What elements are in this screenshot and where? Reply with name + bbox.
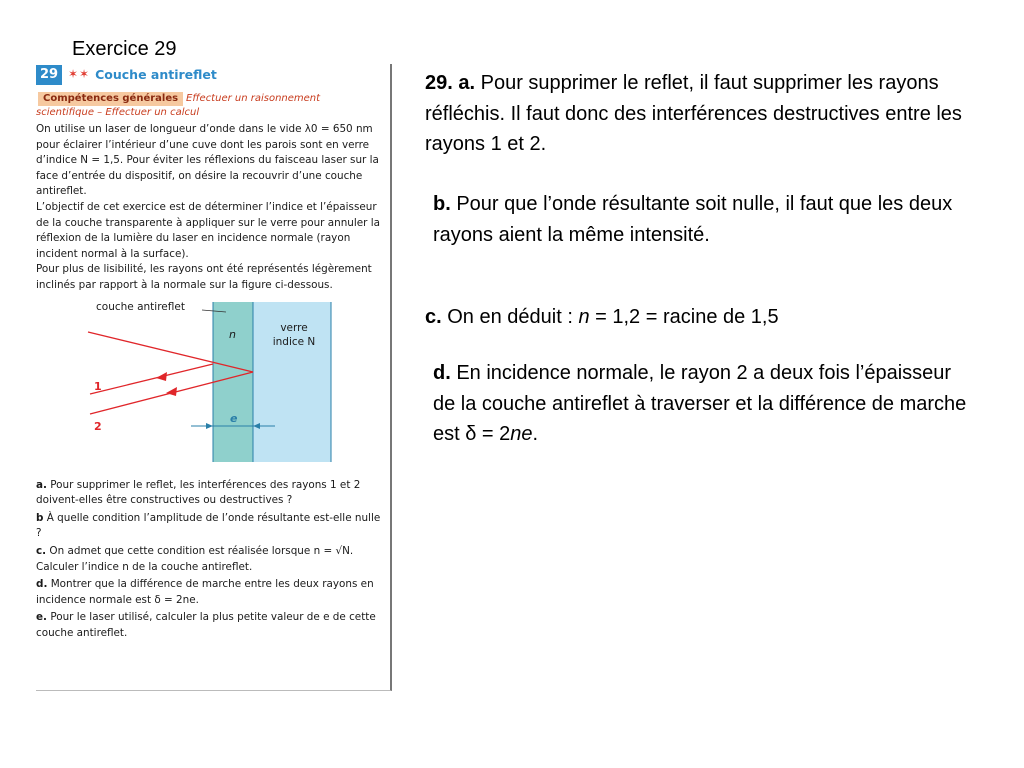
exercise-intro	[36, 122, 390, 294]
question-text: Montrer que la différence de marche entre les deux rayons en incidence normale est δ = 2ne.	[36, 578, 374, 606]
difficulty-stars: ✶✶	[68, 67, 91, 82]
question-text: Pour supprimer le reflet, les interférences des rayons 1 et 2 doivent-elles être constructives ou destructives ?	[36, 478, 361, 507]
question-a	[36, 478, 384, 509]
question-e	[36, 610, 384, 641]
coating-layer	[213, 302, 253, 462]
question-d	[36, 577, 384, 608]
ray-1-arrowhead	[156, 372, 167, 381]
answer-label: d.	[433, 362, 451, 384]
answer-label: c.	[425, 306, 442, 328]
exercise-title: Couche antireflet	[95, 67, 217, 83]
answer-prefix: En incidence normale, le rayon 2 a deux fois l’épaisseur de la couche antireflet à traverser et la différence de marche est δ = 2	[433, 362, 967, 445]
question-b	[36, 511, 384, 542]
answer-label: 29. a.	[425, 72, 476, 94]
skills-text: Effectuer un raisonnement scientifique – Effectuer un calcul	[36, 93, 321, 118]
answer-c	[425, 302, 985, 333]
thickness-arrowhead-left	[206, 423, 213, 429]
question-label: e.	[36, 611, 47, 624]
question-c	[36, 544, 384, 575]
label-e: e	[230, 411, 238, 425]
question-label: d.	[36, 578, 48, 591]
question-text: À quelle condition l’amplitude de l’onde résultante est-elle nulle ?	[36, 511, 381, 540]
question-label: c.	[36, 544, 47, 557]
question-list	[36, 478, 390, 642]
question-text: On admet que cette condition est réalisée lorsque n = √N. Calculer l’indice n de la couche antireflet.	[36, 544, 354, 573]
intro-paragraph: Pour plus de lisibilité, les rayons ont été représentés légèrement inclinés par rapport à la normale sur la figure ci-dessous.	[36, 263, 372, 291]
answer-variable: n	[578, 306, 590, 328]
answer-text: Pour que l’onde résultante soit nulle, il faut que les deux rayons aient la même intensité.	[433, 193, 953, 246]
skills-line	[36, 92, 390, 120]
label-n: n	[229, 327, 236, 341]
question-label: b	[36, 511, 44, 524]
slide-title: Exercice 29	[72, 38, 177, 60]
answer-variable: ne	[510, 423, 533, 445]
answer-suffix: .	[532, 423, 539, 445]
answer-text: Pour supprimer le reflet, il faut supprimer les rayons réfléchis. Il faut donc des interférences destructives entre les rayons 1 et 2.	[425, 72, 962, 155]
intro-paragraph: L’objectif de cet exercice est de déterminer l’indice et l’épaisseur de la couche transparente à appliquer sur le verre pour annuler la réflexion de la lumière du laser en incidence normale (rayon incident normal à la surface).	[36, 200, 380, 260]
answer-prefix: On en déduit :	[447, 306, 579, 328]
answer-d	[433, 358, 973, 450]
answer-b	[433, 189, 973, 250]
skills-badge: Compétences générales	[38, 92, 183, 106]
antireflection-diagram	[36, 302, 390, 472]
intro-paragraph: On utilise un laser de longueur d’onde dans le vide λ0 = 650 nm pour éclairer l’intérieur d’une cuve dont les parois sont en verre d’indice N = 1,5. Pour éviter les réflexions du faisceau laser sur la face d’entrée du dispositif, on désire la recouvrir d’une couche antireflet.	[36, 123, 379, 198]
reflected-ray-1	[90, 364, 213, 394]
textbook-excerpt	[36, 64, 392, 691]
question-text: Pour le laser utilisé, calculer la plus petite valeur de e de cette couche antireflet.	[36, 611, 376, 639]
label-glass-index: indice N	[272, 335, 316, 348]
exercise-header	[36, 64, 390, 86]
label-glass: verre	[280, 321, 308, 334]
ray-2-label: 2	[94, 419, 102, 433]
answer-a	[425, 68, 970, 160]
ray-1-label: 1	[94, 379, 102, 393]
label-coating: couche antireflet	[96, 301, 185, 313]
answer-label: b.	[433, 193, 451, 215]
antireflection-figure	[36, 302, 390, 472]
answer-suffix: = 1,2 = racine de 1,5	[589, 306, 779, 328]
question-label: a.	[36, 478, 47, 491]
exercise-number-badge: 29	[36, 65, 62, 85]
